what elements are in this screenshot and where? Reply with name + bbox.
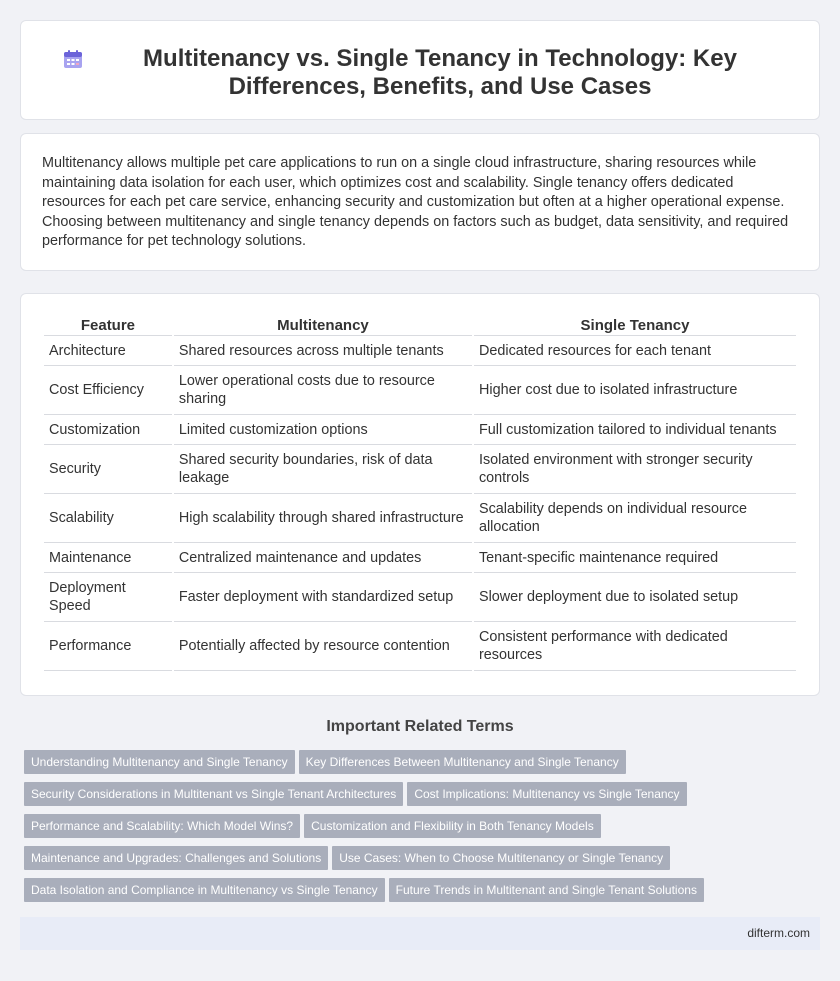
table-row	[44, 573, 796, 622]
table-cell: Tenant-specific maintenance required	[474, 543, 796, 573]
table-row	[44, 336, 796, 366]
related-term-link[interactable]: Understanding Multitenancy and Single Tenancy	[24, 750, 295, 774]
related-term-link[interactable]: Key Differences Between Multitenancy and Single Tenancy	[299, 750, 626, 774]
table-cell: Deployment Speed	[44, 573, 172, 622]
related-term-link[interactable]: Data Isolation and Compliance in Multitenancy vs Single Tenancy	[24, 878, 385, 902]
table-cell: Maintenance	[44, 543, 172, 573]
related-term-link[interactable]: Maintenance and Upgrades: Challenges and Solutions	[24, 846, 328, 870]
table-cell: Isolated environment with stronger security controls	[474, 445, 796, 494]
table-cell: Performance	[44, 622, 172, 671]
table-cell: Customization	[44, 415, 172, 445]
related-terms-list	[24, 750, 824, 910]
related-term-link[interactable]: Customization and Flexibility in Both Tenancy Models	[304, 814, 601, 838]
table-cell: Lower operational costs due to resource sharing	[174, 366, 472, 415]
comparison-table-card	[20, 293, 820, 696]
header-card	[20, 20, 820, 120]
table-cell: High scalability through shared infrastructure	[174, 494, 472, 543]
table-cell: Centralized maintenance and updates	[174, 543, 472, 573]
table-cell: Cost Efficiency	[44, 366, 172, 415]
table-cell: Full customization tailored to individual tenants	[474, 415, 796, 445]
table-cell: Dedicated resources for each tenant	[474, 336, 796, 366]
table-cell: Slower deployment due to isolated setup	[474, 573, 796, 622]
table-cell: Limited customization options	[174, 415, 472, 445]
table-row	[44, 366, 796, 415]
table-cell: Higher cost due to isolated infrastructure	[474, 366, 796, 415]
table-row	[44, 445, 796, 494]
column-header-multitenancy: Multitenancy	[174, 315, 472, 336]
page-title: Multitenancy vs. Single Tenancy in Technology: Key Differences, Benefits, and Use Cases	[143, 45, 737, 100]
related-term-link[interactable]: Use Cases: When to Choose Multitenancy or Single Tenancy	[332, 846, 670, 870]
table-cell: Architecture	[44, 336, 172, 366]
table-cell: Faster deployment with standardized setup	[174, 573, 472, 622]
table-header-row	[44, 315, 796, 336]
table-cell: Potentially affected by resource contention	[174, 622, 472, 671]
table-cell: Shared security boundaries, risk of data leakage	[174, 445, 472, 494]
related-term-link[interactable]: Future Trends in Multitenant and Single Tenant Solutions	[389, 878, 704, 902]
table-cell: Consistent performance with dedicated resources	[474, 622, 796, 671]
table-cell: Security	[44, 445, 172, 494]
footer	[20, 917, 820, 950]
table-row	[44, 622, 796, 671]
related-term-link[interactable]: Performance and Scalability: Which Model Wins?	[24, 814, 300, 838]
footer-site-link[interactable]: difterm.com	[747, 926, 810, 940]
intro-paragraph: Multitenancy allows multiple pet care applications to run on a single cloud infrastructure, sharing resources while maintaining data isolation for each user, which optimizes cost and scalability. Single tenancy offers dedicated resources for each pet care service, enhancing security and customization but often at a higher operational expense. Choosing between multitenancy and single tenancy depends on factors such as budget, data sensitivity, and required performance for pet technology solutions.	[42, 155, 789, 250]
comparison-table	[42, 315, 798, 671]
related-term-link[interactable]: Security Considerations in Multitenant vs Single Tenant Architectures	[24, 782, 403, 806]
related-term-link[interactable]: Cost Implications: Multitenancy vs Single Tenancy	[407, 782, 686, 806]
table-row	[44, 494, 796, 543]
related-terms-title: Important Related Terms	[326, 718, 514, 735]
intro-card	[20, 133, 820, 271]
table-cell: Shared resources across multiple tenants	[174, 336, 472, 366]
table-cell: Scalability	[44, 494, 172, 543]
table-cell: Scalability depends on individual resource allocation	[474, 494, 796, 543]
column-header-feature: Feature	[44, 315, 172, 336]
table-row	[44, 415, 796, 445]
column-header-single-tenancy: Single Tenancy	[474, 315, 796, 336]
table-row	[44, 543, 796, 573]
